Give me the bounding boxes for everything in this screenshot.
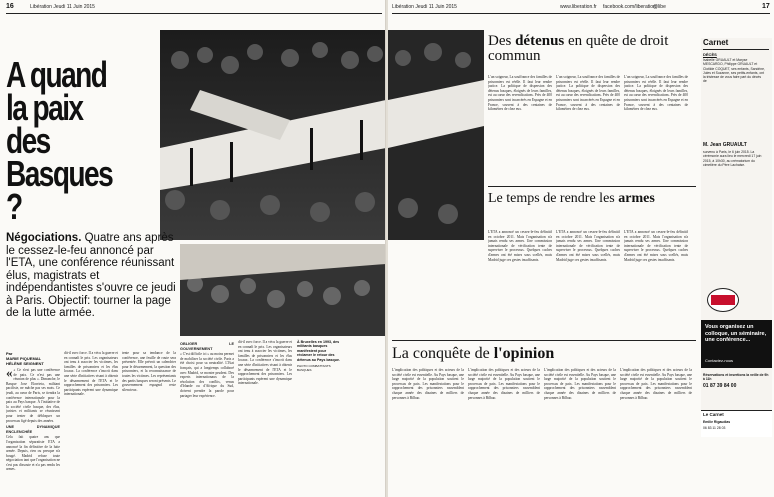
- ad-contact: Contactez-nous: [705, 358, 734, 363]
- h-detenus-2: en quête de droit commun: [488, 33, 669, 64]
- crowd-photo-left: [180, 244, 386, 336]
- opinion-rule: [392, 340, 696, 341]
- carnet-contact-box: [701, 410, 772, 437]
- twitter-link[interactable]: @libe: [653, 4, 666, 10]
- detenus-text-1: L'un soigneur, La souffrance des familles de prisonniers est réelle. Il faut leur rendre justice. La politique de dispersion des détenus basques, éloignés de leurs familles, est au cœur des revendications. Près de 400 prisonniers sont incarcérés en Espagne et en France, souvent à des centaines de kilomètres de chez eux.: [488, 75, 552, 112]
- detenus-column-3: [624, 75, 688, 175]
- logo-red-band-icon: [711, 295, 735, 305]
- opinion-column-2: [468, 368, 540, 493]
- armes-rule: [488, 186, 696, 187]
- article-column-2: [64, 351, 118, 493]
- article-column-4: [180, 340, 234, 493]
- col3-text: tente pour sa tendance de la conférence, une feuille de route sera présentée. Elle prévoit un calendrier pour le désarmement, la question des prisonniers, et la reconnaissance de toutes les victimes. Les représentants des partis basques seront présents. Le gouvernement espagnol reste silencieux.: [122, 351, 176, 392]
- protest-photo-left-graphic: [160, 30, 386, 240]
- col4-text: « C'est difficile ici » au moins permet de mobiliser la société civile. Paris a été choisi pour sa neutralité. L'Etat français, qui a longtemps collaboré avec Madrid, se montre prudent. Des experts internationaux de la résolution des conflits, venus d'Irlande ou d'Afrique du Sud, doivent prendre la parole pour partager leur expérience.: [180, 352, 234, 398]
- h-detenus-1: Des: [488, 33, 516, 49]
- opinion-text-3: L'implication des politiques et des acteurs de la société civile est essentielle. Au Pays basque, une large majorité de la population soutient le processus de paix. Les manifestations pour le rapprochement des prisonniers rassemblent chaque année des dizaines de milliers de personnes à Bilbao.: [544, 368, 616, 400]
- col2-text: dit-il avec force. Il a vécu la guerre et en connaît le prix. Les organisateurs ont tenu à associer les victimes, les familles de prisonniers et les élus locaux. La conférence s'inscrit dans une série d'initiatives visant à obtenir le désarmement de l'ETA et le rapprochement des prisonniers. Les participants espèrent une dynamique internationale.: [64, 351, 118, 397]
- armes-text-1: L'ETA a annoncé un cessez-le-feu définitif en octobre 2011. Mais l'organisation n'a jamais rendu ses armes. Une commission internationale de vérification tente de superviser le processus. Quelques caches d'armes ont été mises sous scellés, mais Madrid juge ces gestes insuffisants.: [488, 230, 552, 262]
- dek-text: Quatre ans après le cessez-le-feu annoncé par l'ETA, une conférence réunissant élus, magistrats et indépendantistes s'ouvre ce jeudi à Paris. Objectif: tourner la page de la lutte armée.: [6, 232, 176, 319]
- right-page: [388, 0, 774, 497]
- quote-mark-icon: «: [6, 368, 13, 380]
- reservations-phone: 01 87 39 84 00: [703, 383, 737, 389]
- photo-caption: [297, 340, 341, 373]
- main-headline: A quand la paix des Basques ?: [6, 54, 113, 227]
- col5-text: dit-il avec force. Il a vécu la guerre et en connaît le prix. Les organisateurs ont tenu à associer les victimes, les familles de prisonniers et les élus locaux. La conférence s'inscrit dans une série d'initiatives visant à obtenir le désarmement de l'ETA et le rapprochement des prisonniers. Les participants espèrent une dynamique internationale.: [238, 340, 292, 386]
- dek: [6, 232, 178, 320]
- left-folio: Libération Jeudi 11 Juin 2015: [30, 4, 95, 10]
- left-page: [0, 0, 386, 497]
- article-column-3: [122, 351, 176, 493]
- crowd-photo-left-graphic: [180, 244, 386, 336]
- armes-column-1: [488, 230, 552, 335]
- ad-title: Vous organisez un colloque, un séminaire, une conférence...: [705, 324, 767, 343]
- byline: [6, 351, 44, 366]
- detenus-column-2: [556, 75, 620, 175]
- carnet-sidebar: [701, 38, 772, 436]
- h-opinion-1: La conquête de: [392, 345, 494, 362]
- h-opinion-bold: l'opinion: [493, 345, 555, 362]
- detenus-text-3: L'un soigneur, La souffrance des familles de prisonniers est réelle. Il faut leur rendre justice. La politique de dispersion des détenus basques, éloignés de leurs familles, est au cœur des revendications. Près de 400 prisonniers sont incarcérés en Espagne et en France, souvent à des centaines de kilomètres de chez eux.: [624, 75, 688, 112]
- headline-opinion: [392, 346, 692, 362]
- opinion-column-4: [620, 368, 692, 493]
- colloque-ad[interactable]: [701, 320, 772, 368]
- byline-par: Par: [6, 351, 13, 356]
- h-temps-bold: armes: [618, 191, 655, 206]
- col1b-text: Cela fait quatre ans que l'organisation séparatiste ETA a annoncé la fin définitive de la lutte armée. Depuis, rien ou presque n'a bougé. Madrid refuse toute négociation tant que l'organisation ne s'est pas dissoute et n'a pas rendu les armes.: [6, 435, 60, 472]
- armes-column-3: [624, 230, 688, 335]
- facebook-link[interactable]: facebook.com/liberation: [603, 4, 656, 10]
- carnet-contact-phone: 06 83 11 28 03: [703, 426, 726, 430]
- left-top-rule: [6, 13, 382, 14]
- col1-subhead: UNE DYNAMIQUE ENCLENCHÉE: [6, 425, 60, 434]
- carnet-title: Carnet: [703, 38, 729, 47]
- opinion-column-3: [544, 368, 616, 493]
- deces-text: Isabelle GRUAULT et Maryse MESCARDO, Philippe GRUAULT et Clotilde COQUET, ses enfants, Sandrine, Jules et Suzanne, ses petits-enfants, ont la tristesse de vous faire part du décès de: [703, 58, 765, 84]
- headline-detenus: [488, 34, 688, 64]
- protest-photo-right: [388, 30, 484, 240]
- armes-text-3: L'ETA a annoncé un cessez-le-feu définitif en octobre 2011. Mais l'organisation n'a jamais rendu ses armes. Une commission internationale de vérification tente de superviser le processus. Quelques caches d'armes ont été mises sous scellés, mais Madrid juge ces gestes insuffisants.: [624, 230, 688, 262]
- detenus-column-1: [488, 75, 552, 175]
- col1-text: « Ce n'est pas une conférence de paix. Ce n'est pas une réunion de plus ». Dimanche, le Basque Jose Elorrieta, militant pacifiste, ne mâche pas ses mots. Ce jeudi, au cœur de Paris, se tiendra la conférence internationale pour la paix au Pays basque. À l'initiative de la société civile basque, des élus, juristes et militants se réunissent pour tenter de débloquer un processus figé depuis des années.: [6, 368, 60, 423]
- byline-author-1: MARIE PIQUEMAL: [6, 356, 42, 361]
- opinion-column-1: [392, 368, 464, 493]
- dek-lead: Négociations.: [6, 232, 82, 244]
- article-column-1: [6, 368, 60, 493]
- headline-armes: [488, 192, 688, 206]
- website-link[interactable]: www.liberation.fr: [560, 4, 597, 10]
- protest-photo-left: [160, 30, 386, 240]
- carnet-paper-title: Le Carnet: [703, 412, 724, 417]
- detenus-text-2: L'un soigneur, La souffrance des familles de prisonniers est réelle. Il faut leur rendre justice. La politique de dispersion des détenus basques, éloignés de leurs familles, est au cœur des revendications. Près de 400 prisonniers sont incarcérés en Espagne et en France, souvent à des centaines de kilomètres de chez eux.: [556, 75, 620, 112]
- carnet-contact-name: Emilie Rigaudias: [703, 420, 731, 424]
- left-page-number: 16: [6, 3, 14, 10]
- deceased-name: M. Jean GRUAULT: [703, 142, 747, 148]
- byline-author-2: HÉLÈNE SEIGNENT: [6, 361, 44, 366]
- h-detenus-bold: détenus: [515, 33, 565, 49]
- newspaper-logo: [707, 288, 739, 312]
- col4-subhead: OBLIGER LE GOUVERNEMENT: [180, 342, 234, 351]
- opinion-text-1: L'implication des politiques et des acteurs de la société civile est essentielle. Au Pays basque, une large majorité de la population soutient le processus de paix. Les manifestations pour le rapprochement des prisonniers rassemblent chaque année des dizaines de milliers de personnes à Bilbao.: [392, 368, 464, 400]
- right-page-number: 17: [762, 3, 770, 10]
- right-top-rule: [392, 13, 770, 14]
- article-column-5: [238, 340, 292, 493]
- right-folio: Libération Jeudi 11 Juin 2015: [392, 4, 457, 10]
- carnet-rule: [703, 49, 769, 50]
- armes-column-2: [556, 230, 620, 335]
- caption-credit: PHOTO COMBATTANTS BASQUES: [297, 364, 331, 373]
- deceased-text: survenu à Paris, le 6 juin 2015. La cérémonie aura lieu le mercredi 17 juin 2015, à 10h30, au crématorium du cimetière du Père Lachaise.: [703, 150, 762, 167]
- opinion-text-4: L'implication des politiques et des acteurs de la société civile est essentielle. Au Pays basque, une large majorité de la population soutient le processus de paix. Les manifestations pour le rapprochement des prisonniers rassemblent chaque année des dizaines de milliers de personnes à Bilbao.: [620, 368, 692, 400]
- caption-text: À Bruxelles en 1993, des militants basques manifestent pour réclamer le retour des détenus au Pays basque.: [297, 340, 340, 362]
- armes-text-2: L'ETA a annoncé un cessez-le-feu définitif en octobre 2011. Mais l'organisation n'a jamais rendu ses armes. Une commission internationale de vérification tente de superviser le processus. Quelques caches d'armes ont été mises sous scellés, mais Madrid juge ces gestes insuffisants.: [556, 230, 620, 262]
- opinion-text-2: L'implication des politiques et des acteurs de la société civile est essentielle. Au Pays basque, une large majorité de la population soutient le processus de paix. Les manifestations pour le rapprochement des prisonniers rassemblent chaque année des dizaines de milliers de personnes à Bilbao.: [468, 368, 540, 400]
- reservations-title: Réservations et insertions la veille de 9h à 11h: [703, 373, 769, 382]
- carnet-section-deces: DÉCÈS: [703, 52, 717, 57]
- h-temps-1: Le temps de rendre les: [488, 191, 619, 206]
- protest-photo-right-graphic: [388, 30, 484, 240]
